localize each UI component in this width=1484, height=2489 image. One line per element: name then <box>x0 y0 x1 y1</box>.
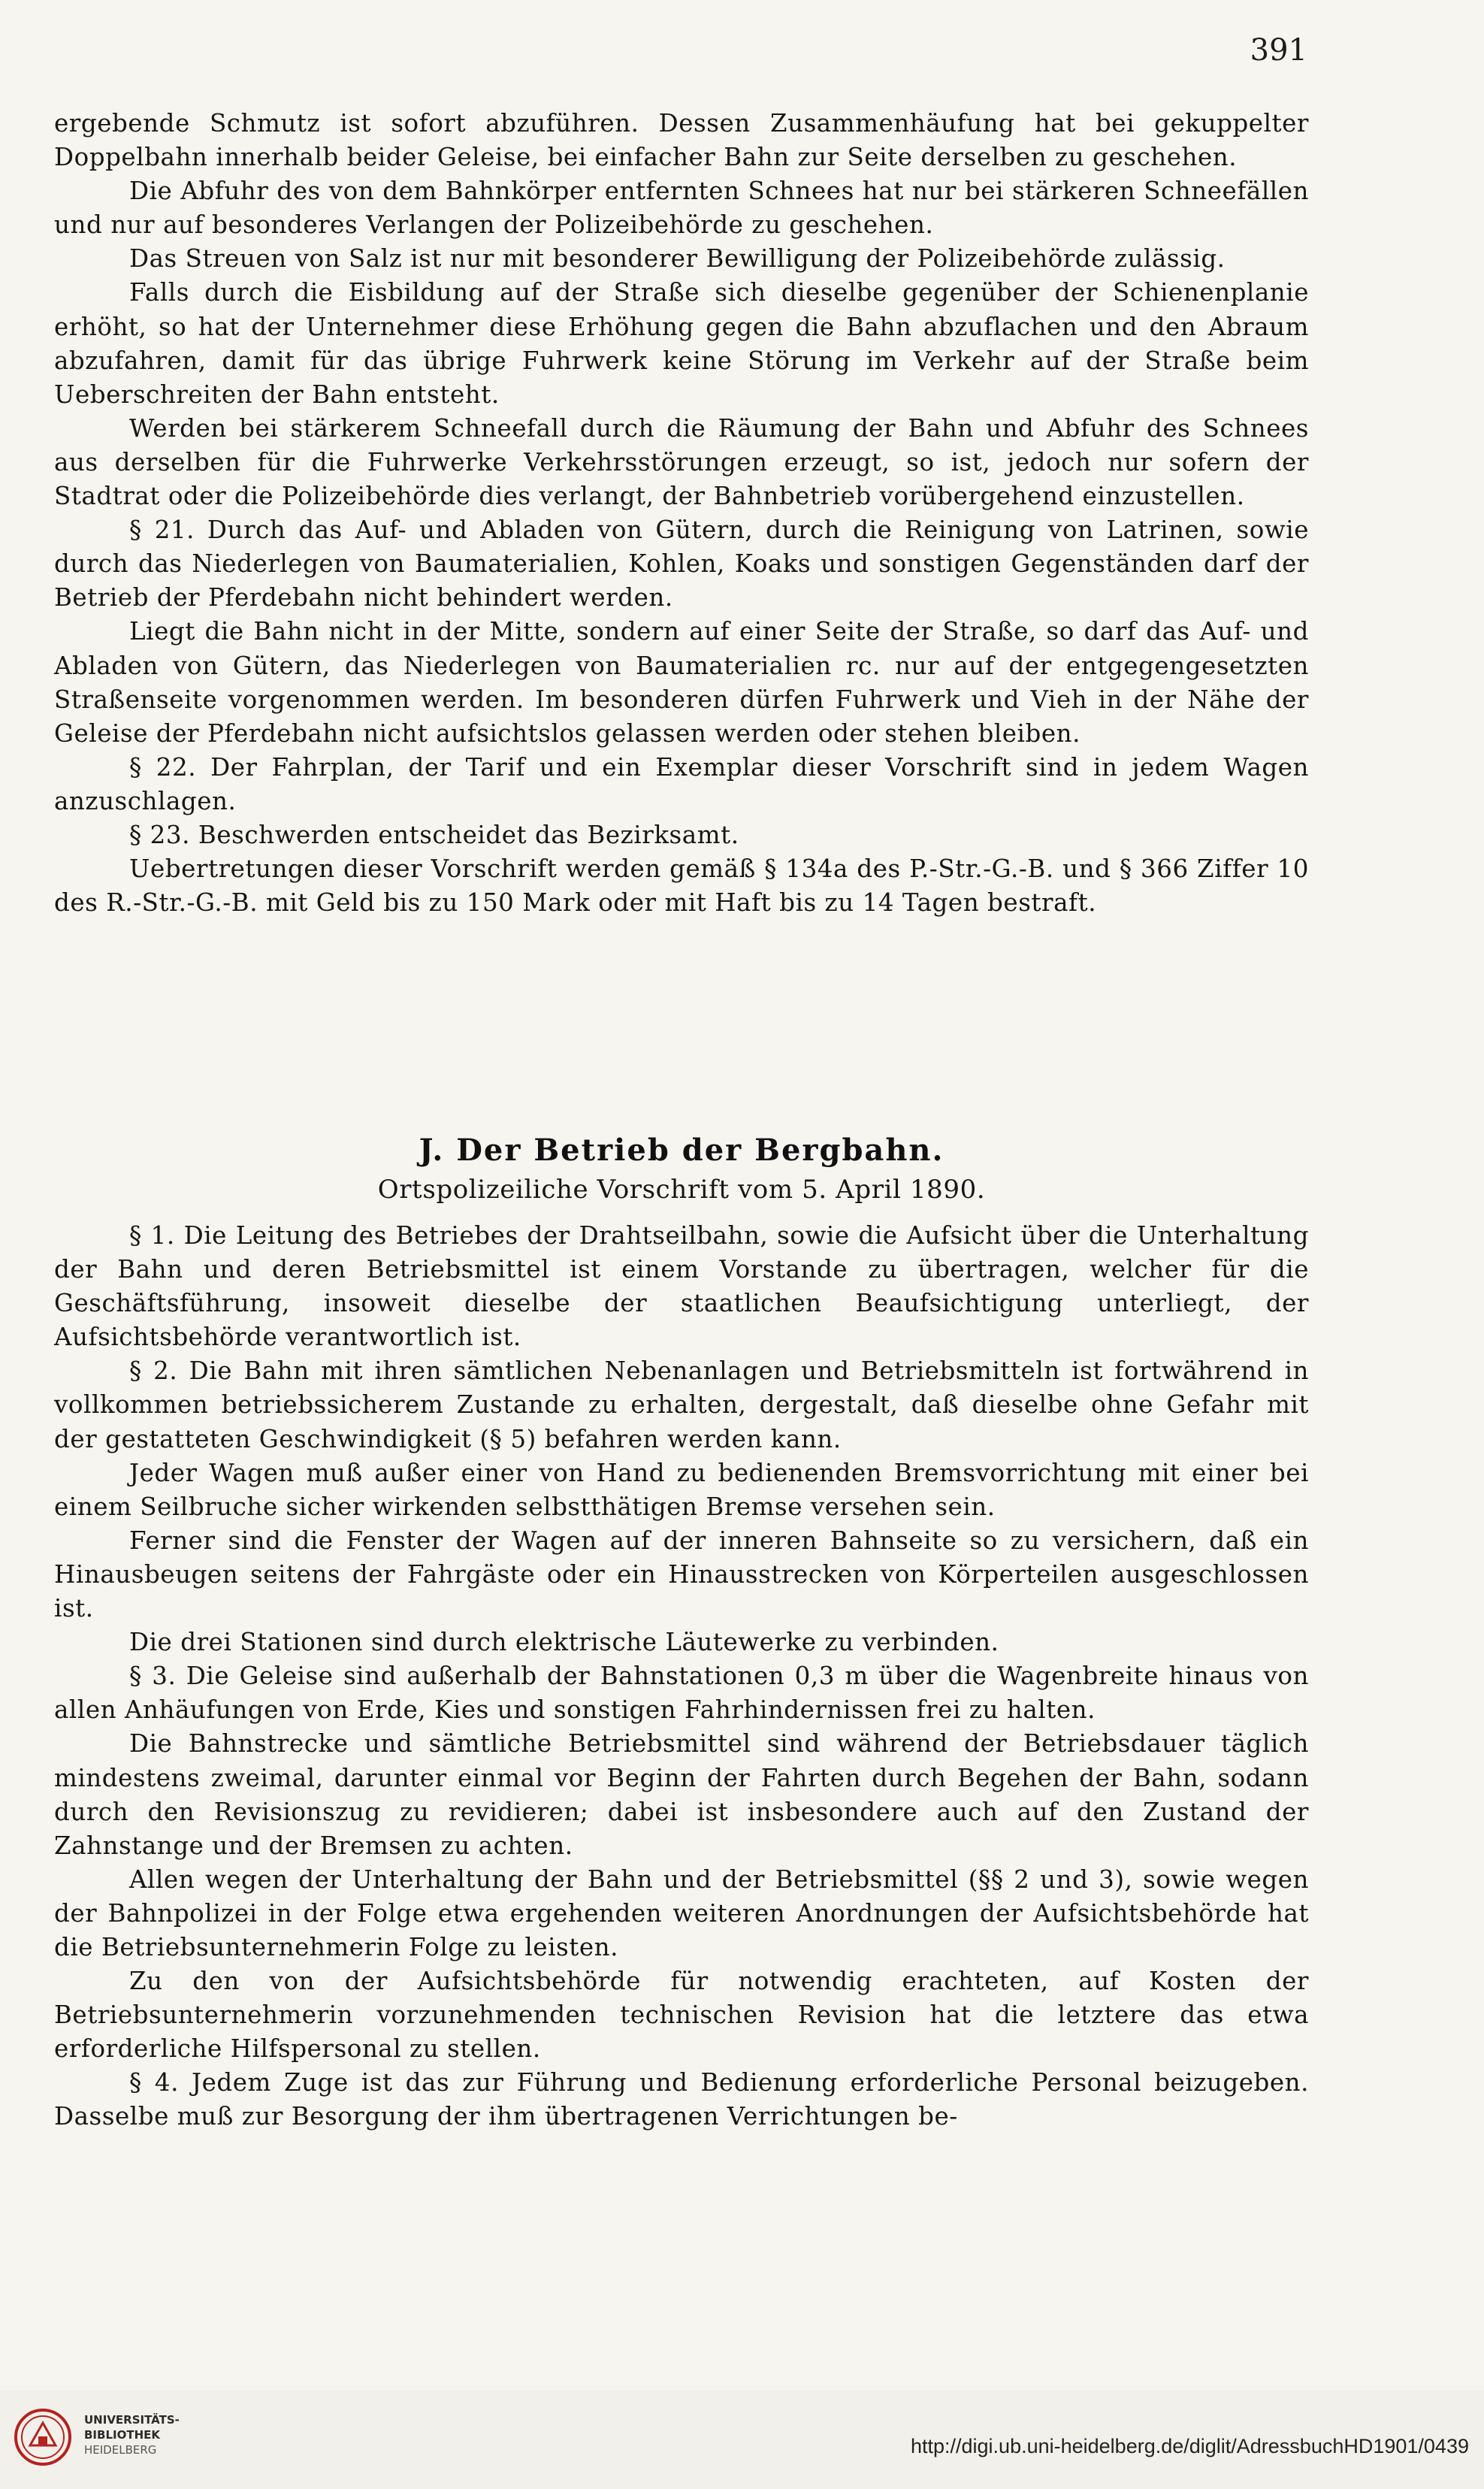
paragraph: Zu den von der Aufsichtsbehörde für notwendig erachteten, auf Kosten der Betriebsunternehmerin vorzunehmenden technischen Revision hat die letztere das etwa erforderliche Hilfspersonal zu stellen. <box>54 1967 1309 2064</box>
paragraph: § 22. Der Fahrplan, der Tarif und ein Exemplar dieser Vorschrift sind in jedem Wagen anzuschlagen. <box>54 752 1309 815</box>
paragraph: § 1. Die Leitung des Betriebes der Drahtseilbahn, sowie die Aufsicht über die Unterhaltung der Bahn und deren Betriebsmittel ist einem Vorstande zu übertragen, welcher für die Geschäftsführung, insoweit dieselbe der staatlichen Beaufsichtigung unterliegt, der Aufsichtsbehörde verantwortlich ist. <box>54 1221 1309 1352</box>
lower-text-block <box>54 1219 1309 2134</box>
paragraph: ergebende Schmutz ist sofort abzuführen. Dessen Zusammenhäufung hat bei gekuppelter Doppelbahn innerhalb beider Geleise, bei einfacher Bahn zur Seite derselben zu geschehen. <box>54 109 1309 172</box>
paragraph: Liegt die Bahn nicht in der Mitte, sondern auf einer Seite der Straße, so darf das Auf- und Abladen von Gütern, das Niederlegen von Baumaterialien rc. nur auf der entgegengesetzten Straßenseite vorgenommen werden. Im besonderen dürfen Fuhrwerk und Vieh in der Nähe der Geleise der Pferdebahn nicht aufsichtslos gelassen werden oder stehen bleiben. <box>54 617 1309 748</box>
paragraph: Uebertretungen dieser Vorschrift werden gemäß § 134a des P.-Str.-G.-B. und § 366 Ziffer 10 des R.-Str.-G.-B. mit Geld bis zu 150 Mark oder mit Haft bis zu 14 Tagen bestraft. <box>54 854 1309 918</box>
paragraph: Falls durch die Eisbildung auf der Straße sich dieselbe gegenüber der Schienenplanie erhöht, so hat der Unternehmer diese Erhöhung gegen die Bahn abzuflachen und den Abraum abzufahren, damit für das übrige Fuhrwerk keine Störung im Verkehr auf der Straße beim Ueberschreiten der Bahn entsteht. <box>54 278 1309 409</box>
paragraph: § 23. Beschwerden entscheidet das Bezirksamt. <box>129 820 739 849</box>
logo-line-2: BIBLIOTHEK <box>84 2428 160 2442</box>
logo-line-1: UNIVERSITÄTS- <box>84 2413 180 2427</box>
paragraph: Die drei Stationen sind durch elektrische Läutewerke zu verbinden. <box>129 1628 999 1657</box>
paragraph: § 2. Die Bahn mit ihren sämtlichen Nebenanlagen und Betriebsmitteln ist fortwährend in vollkommen betriebssicherem Zustande zu erhalten, dergestalt, daß dieselbe ohne Gefahr mit der gestatteten Geschwindigkeit (§ 5) befahren werden kann. <box>54 1356 1309 1453</box>
section-title: J. Der Betrieb der Bergbahn. <box>419 1133 945 1168</box>
section-subtitle: Ortspolizeiliche Vorschrift vom 5. April 1890. <box>377 1175 986 1205</box>
paragraph: Jeder Wagen muß außer einer von Hand zu bedienenden Bremsvorrichtung mit einer bei einem Seilbruche sicher wirkenden selbstthätigen Bremse versehen sein. <box>54 1458 1309 1521</box>
logo-line-3: HEIDELBERG <box>84 2443 157 2457</box>
paragraph: § 3. Die Geleise sind außerhalb der Bahnstationen 0,3 m über die Wagenbreite hinaus von allen Anhäufungen von Erde, Kies und sonstigen Fahrhindernissen frei zu halten. <box>54 1662 1309 1725</box>
paragraph: Ferner sind die Fenster der Wagen auf der inneren Bahnseite so zu versichern, daß ein Hinausbeugen seitens der Fahrgäste oder ein Hinausstrecken von Körperteilen ausgeschlossen ist. <box>54 1526 1309 1623</box>
paragraph: Allen wegen der Unterhaltung der Bahn und der Betriebsmittel (§§ 2 und 3), sowie wegen der Bahnpolizei in der Folge etwa ergehenden weiteren Anordnungen der Aufsichtsbehörde hat die Betriebsunternehmerin Folge zu leisten. <box>54 1864 1309 1961</box>
paragraph: Das Streuen von Salz ist nur mit besonderer Bewilligung der Polizeibehörde zulässig. <box>129 244 1226 274</box>
paragraph: Die Bahnstrecke und sämtliche Betriebsmittel sind während der Betriebsdauer täglich mindestens zweimal, darunter einmal vor Beginn der Fahrten durch Begehen der Bahn, sodann durch den Revisionszug zu revidieren; dabei ist insbesondere auch auf den Zustand der Zahnstange und der Bremsen zu achten. <box>54 1729 1309 1860</box>
library-logo[interactable] <box>14 2402 179 2477</box>
paragraph: Werden bei stärkerem Schneefall durch die Räumung der Bahn und Abfuhr des Schnees aus derselben für die Fuhrwerke Verkehrsstörungen erzeugt, so ist, jedoch nur sofern der Stadtrat oder die Polizeibehörde dies verlangt, der Bahnbetrieb vorübergehend einzustellen. <box>54 413 1309 511</box>
paragraph: § 4. Jedem Zuge ist das zur Führung und Bedienung erforderliche Personal beizugeben. Dasselbe muß zur Besorgung der ihm übertragenen Verrichtungen be- <box>54 2068 1309 2131</box>
page-number: 391 <box>1250 33 1307 68</box>
paragraph: Die Abfuhr des von dem Bahnkörper entfernten Schnees hat nur bei stärkeren Schneefällen und nur auf besonderes Verlangen der Polizeibehörde zu geschehen. <box>54 177 1309 240</box>
logo-text <box>84 2412 180 2457</box>
university-seal-icon <box>14 2408 72 2466</box>
paragraph: § 21. Durch das Auf- und Abladen von Gütern, durch die Reinigung von Latrinen, sowie durch das Niederlegen von Baumaterialien, Kohlen, Koaks und sonstigen Gegenständen darf der Betrieb der Pferdebahn nicht behindert werden. <box>54 516 1309 612</box>
upper-text-block <box>54 107 1309 920</box>
source-url-link[interactable]: http://digi.ub.uni-heidelberg.de/diglit/AdressbuchHD1901/0439 <box>910 2435 1469 2457</box>
